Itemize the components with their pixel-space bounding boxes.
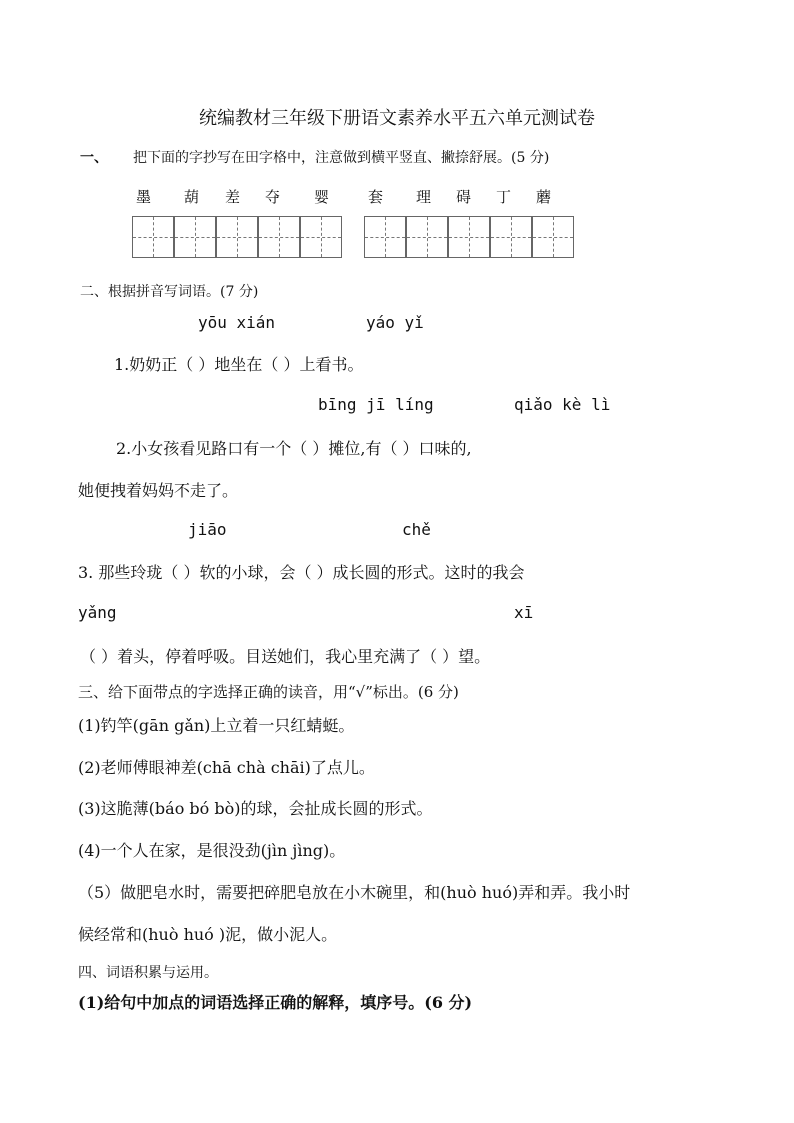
- pinyin-hint: xī: [514, 603, 534, 622]
- model-char: 墨: [136, 188, 152, 206]
- tian-grid-box[interactable]: [216, 216, 258, 258]
- section4-subquestion: (1)给句中加点的词语选择正确的解释，填序号。(6 分): [78, 993, 473, 1012]
- tian-grid-box[interactable]: [364, 216, 406, 258]
- question-3-item: 候经常和(huò huó )泥，做小泥人。: [78, 925, 338, 944]
- model-char: 丁: [496, 188, 512, 206]
- model-char: 婴: [314, 188, 330, 206]
- section3-heading: 三、给下面带点的字选择正确的读音，用“√”标出。(6 分): [78, 683, 459, 701]
- question-3-item: (1)钓竿(gān gǎn)上立着一只红蜻蜓。: [78, 716, 355, 735]
- question-3-item: (3)这脆薄(báo bó bò)的球，会扯成长圆的形式。: [78, 799, 433, 818]
- model-char: 夺: [265, 188, 281, 206]
- section1-number: 一、: [80, 150, 108, 166]
- pinyin-hint: chě: [402, 520, 431, 539]
- pinyin-hint: yǎng: [78, 603, 117, 622]
- model-char: 蘑: [536, 188, 552, 206]
- model-char: 套: [368, 188, 384, 206]
- tian-grid-box[interactable]: [300, 216, 342, 258]
- model-char: 差: [225, 188, 241, 206]
- page-title: 统编教材三年级下册语文素养水平五六单元测试卷: [199, 108, 595, 129]
- question-3-item: （5）做肥皂水时，需要把碎肥皂放在小木碗里，和(huò huó)弄和弄。我小时: [78, 883, 631, 902]
- section2-heading: 二、根据拼音写词语。(7 分): [80, 284, 259, 300]
- tian-grid-box[interactable]: [448, 216, 490, 258]
- question-2-2-line1: 2.小女孩看见路口有一个（ ）摊位,有（ ）口味的,: [116, 439, 472, 458]
- tian-grid-box[interactable]: [490, 216, 532, 258]
- question-3-item: (4)一个人在家，是很没劲(jìn jìng)。: [78, 841, 346, 860]
- model-char: 葫: [184, 188, 200, 206]
- tian-grid-box[interactable]: [258, 216, 300, 258]
- question-2-1: 1.奶奶正（ ）地坐在（ ）上看书。: [114, 355, 364, 374]
- tian-grid-box[interactable]: [132, 216, 174, 258]
- model-char: 理: [416, 188, 432, 206]
- model-char: 碍: [456, 188, 472, 206]
- section1-instruction: 把下面的字抄写在田字格中，注意做到横平竖直、撇捺舒展。(5 分): [133, 150, 550, 166]
- question-2-3-line2: （ ）着头，停着呼吸。目送她们，我心里充满了（ ）望。: [80, 647, 491, 666]
- section4-heading: 四、词语积累与运用。: [78, 965, 218, 981]
- pinyin-hint: yáo yǐ: [366, 313, 424, 332]
- pinyin-hint: qiǎo kè lì: [514, 395, 611, 414]
- pinyin-hint: jiāo: [188, 520, 227, 539]
- question-2-2-line2: 她便拽着妈妈不走了。: [78, 481, 239, 500]
- question-3-item: (2)老师傅眼神差(chā chà chāi)了点儿。: [78, 758, 375, 777]
- tian-grid-box[interactable]: [532, 216, 574, 258]
- question-2-3-line1: 3. 那些玲珑（ ）软的小球，会（ ）成长圆的形式。这时的我会: [78, 563, 525, 582]
- pinyin-hint: bīng jī líng: [318, 395, 434, 414]
- tian-grid-box[interactable]: [406, 216, 448, 258]
- pinyin-hint: yōu xián: [198, 313, 276, 332]
- tian-grid-box[interactable]: [174, 216, 216, 258]
